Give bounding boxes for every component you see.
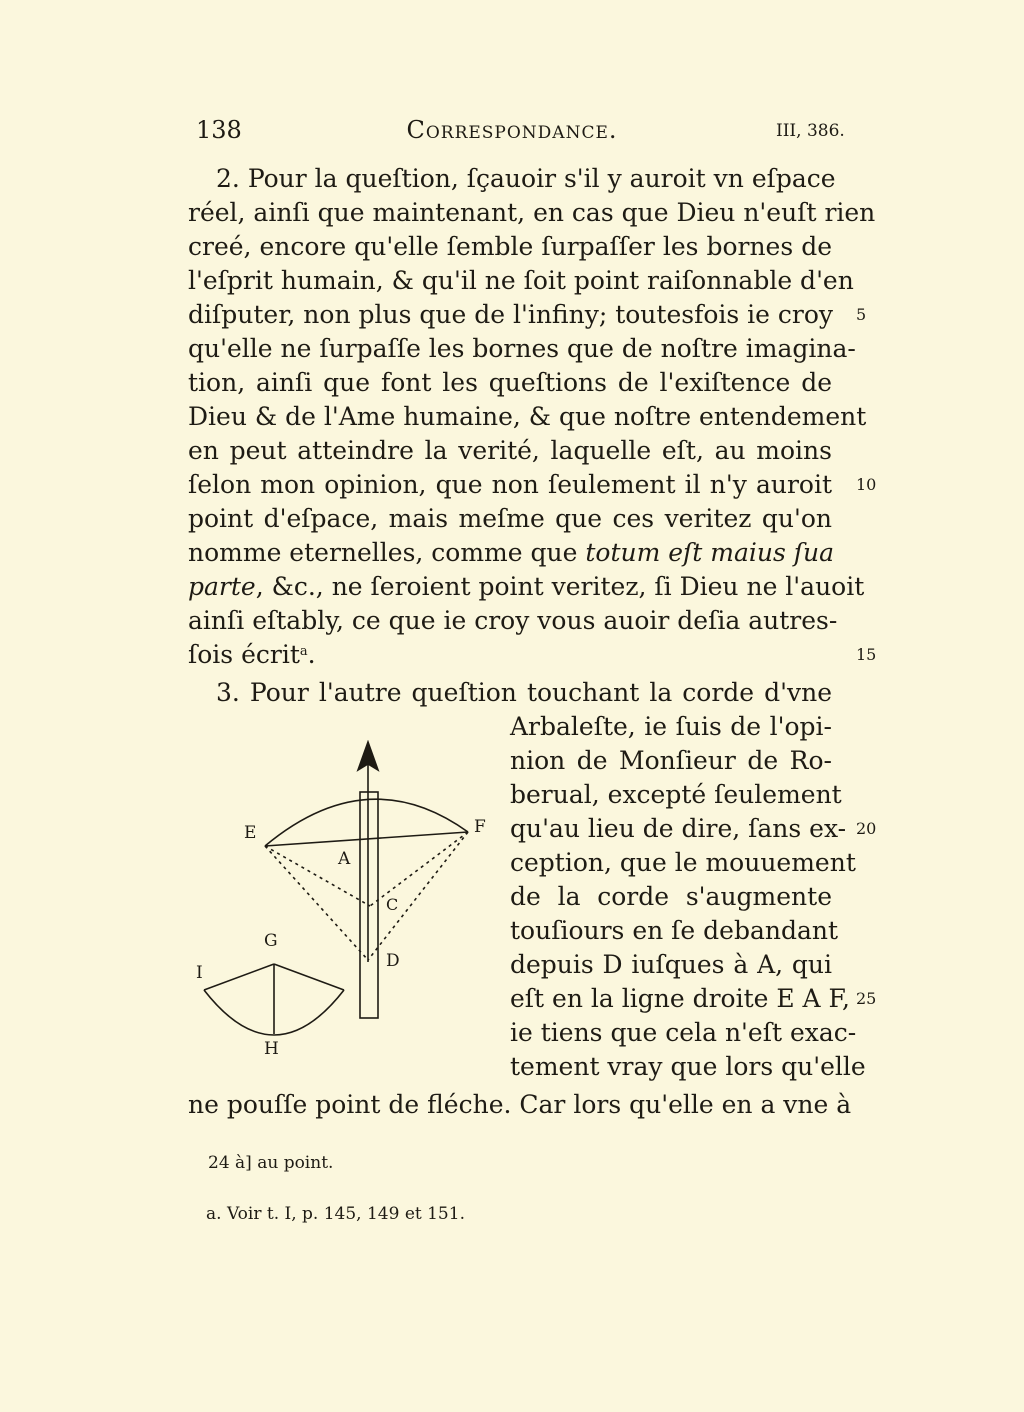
paragraph-3-line-1: [216, 676, 832, 710]
line-text: , &c., ne ſeroient point veritez, ſi Dieu ne l'auoit: [255, 572, 865, 601]
label-e: E: [244, 823, 257, 843]
latin-phrase: parte: [188, 572, 256, 601]
paragraph-3-narrow-line-11: tement vray que lors qu'elle: [510, 1052, 866, 1081]
label-c: C: [386, 895, 399, 914]
label-g: G: [264, 931, 278, 951]
paragraph-3-narrow-line-5: ception, que le mouuement: [510, 848, 856, 877]
paragraph-2-line-9: en peut atteindre la verité, laquelle eſt, au moins: [188, 436, 832, 465]
paragraph-3-narrow-line-2: nion de Monſieur de Ro-: [510, 746, 832, 775]
line-text: ſois écrit: [188, 640, 300, 669]
line-number: 5: [856, 305, 867, 324]
paragraph-2-line-6: qu'elle ne ſurpaſſe les bornes que de noſtre imagina-: [188, 334, 856, 363]
line-text: .: [307, 640, 316, 669]
line-number: 20: [856, 819, 877, 838]
lower-left-line: [204, 964, 274, 990]
paragraph-2-line-13: [188, 570, 865, 604]
paragraph-2-line-8: Dieu & de l'Ame humaine, & que noſtre entendement: [188, 402, 867, 431]
label-i: I: [196, 963, 203, 983]
paragraph-2-line-2: réel, ainſi que maintenant, en cas que Dieu n'euſt rien: [188, 198, 876, 227]
paragraph-2-line-12: [188, 536, 835, 570]
paragraph-2-line-14: ainſi eſtably, ce que ie croy vous auoir deſia autres-: [188, 606, 838, 635]
footnote-a: a. Voir t. I, p. 145, 149 et 151.: [206, 1204, 465, 1224]
line-text: Pour la queſtion, ſçauoir s'il y auroit vn eſpace: [247, 164, 836, 193]
latin-phrase: totum eſt maius ſua: [585, 538, 835, 567]
lower-right-line: [274, 964, 344, 990]
paragraph-3-narrow-line-9: eſt en la ligne droite E A F,: [510, 984, 850, 1013]
paragraph-number: 2.: [216, 164, 240, 193]
paragraph-3-narrow-line-8: depuis D iuſques à A, qui: [510, 950, 832, 979]
paragraph-2-line-15: [188, 638, 832, 672]
paragraph-3-narrow-line-7: touſiours en ſe debandant: [510, 916, 839, 945]
label-d: D: [386, 951, 400, 971]
paragraph-3-narrow-line-4: qu'au lieu de dire, ſans ex-: [510, 814, 847, 843]
label-f: F: [474, 817, 486, 837]
paragraph-2-line-4: l'eſprit humain, & qu'il ne ſoit point raiſonnable d'en: [188, 266, 854, 295]
running-title: Correspondance.: [406, 116, 618, 144]
dashed-string-left-c: [265, 846, 370, 906]
paragraph-2-line-5: diſputer, non plus que de l'infiny; toutesfois ie croy: [188, 300, 834, 329]
page-reference: III, 386.: [776, 121, 845, 141]
line-number: 15: [856, 645, 877, 664]
paragraph-3-narrow-line-10: ie tiens que cela n'eſt exac-: [510, 1018, 857, 1047]
line-text: Pour l'autre queſtion touchant la corde d'vne: [249, 678, 832, 707]
line-number: 25: [856, 989, 877, 1008]
paragraph-3-narrow-line-3: berual, excepté ſeulement: [510, 780, 842, 809]
paragraph-3-last-line: ne pouſſe point de fléche. Car lors qu'elle en a vne à: [188, 1090, 852, 1119]
paragraph-number: 3.: [216, 678, 240, 707]
string-line-eaf: [265, 832, 468, 846]
line-number: 10: [856, 475, 877, 494]
crossbow-diagram: [190, 740, 500, 1070]
variant-footnote: 24 à] au point.: [208, 1153, 334, 1173]
line-text: nomme eternelles, comme que: [188, 538, 586, 567]
page-number: 138: [196, 116, 242, 144]
paragraph-3-narrow-line-6: de la corde s'augmente: [510, 882, 832, 911]
paragraph-2-line-7: tion, ainſi que font les queſtions de l'exiſtence de: [188, 368, 832, 397]
label-h: H: [264, 1039, 279, 1059]
paragraph-3-narrow-line-1: Arbaleſte, ie ſuis de l'opi-: [510, 712, 832, 741]
paragraph-2-line-3: creé, encore qu'elle ſemble ſurpaſſer les bornes de: [188, 232, 832, 261]
footnote-marker: a: [299, 644, 308, 659]
dashed-string-left: [265, 846, 368, 960]
label-a: A: [338, 849, 351, 869]
paragraph-2-line-11: point d'eſpace, mais meſme que ces veritez qu'on: [188, 504, 832, 533]
paragraph-2-line-10: ſelon mon opinion, que non ſeulement il n'y auroit: [188, 470, 832, 499]
paragraph-2-line-1: [216, 162, 836, 196]
